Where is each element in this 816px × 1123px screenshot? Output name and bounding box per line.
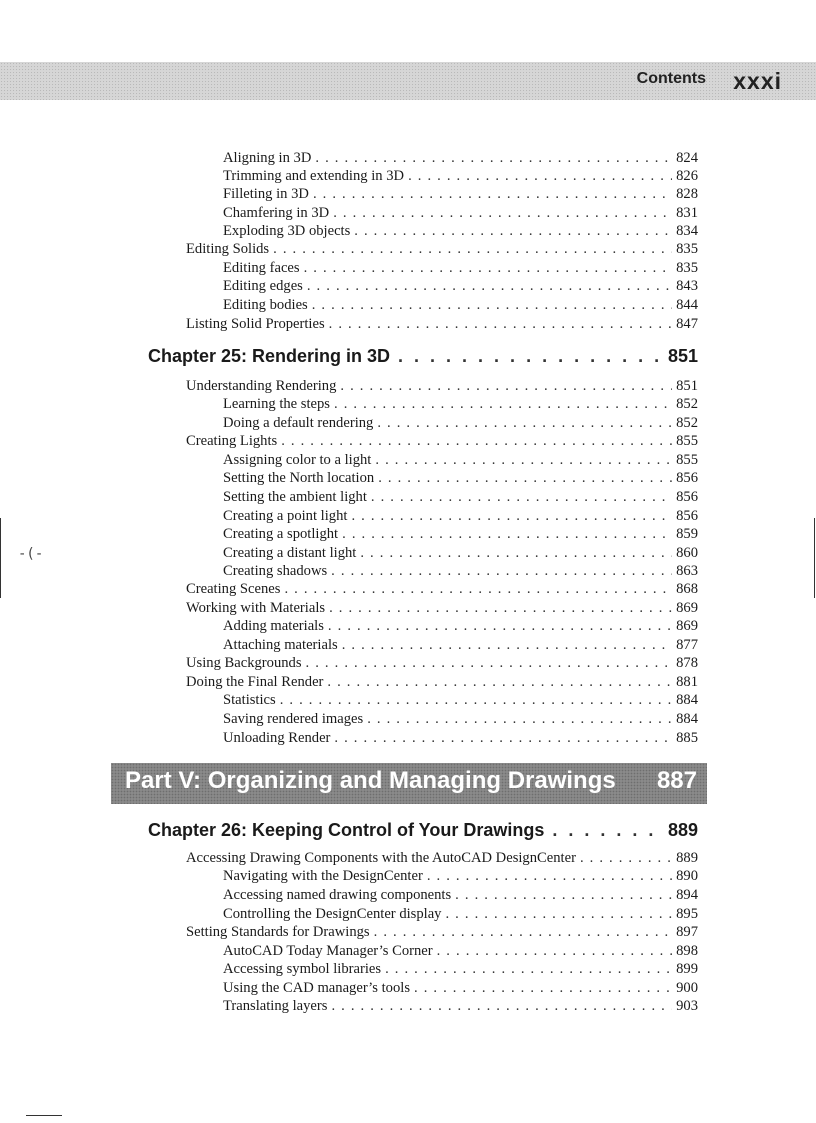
toc-entry[interactable]: [223, 868, 698, 885]
toc-entry-page: 863: [676, 563, 698, 579]
toc-entry-page: 884: [676, 692, 698, 708]
toc-entry[interactable]: [223, 205, 698, 222]
toc-entry-title: Doing a default rendering: [223, 415, 374, 431]
toc-entry-page: 826: [676, 168, 698, 184]
toc-entry-title: Creating a point light: [223, 508, 348, 524]
toc-leader-dots: [329, 600, 672, 617]
crop-mark-left: [0, 518, 1, 598]
toc-leader-dots: [367, 711, 672, 728]
toc-entry[interactable]: [186, 655, 698, 672]
toc-chapter-entry[interactable]: [148, 346, 698, 367]
toc-entry-title: Creating Lights: [186, 433, 278, 449]
toc-leader-dots: [280, 692, 672, 709]
toc-leader-dots: [351, 508, 672, 525]
toc-leader-dots: [377, 415, 672, 432]
toc-leader-dots: [328, 618, 672, 635]
toc-entry-title: Creating shadows: [223, 563, 328, 579]
toc-leader-dots: [331, 998, 672, 1015]
toc-leader-dots: [360, 545, 672, 562]
part-title: Part V: Organizing and Managing Drawings: [125, 767, 616, 794]
toc-entry-page: 897: [676, 924, 698, 940]
toc-leader-dots: [273, 241, 672, 258]
toc-entry-page: 856: [676, 508, 698, 524]
toc-entry[interactable]: [223, 452, 698, 469]
toc-entry-title: Saving rendered images: [223, 711, 364, 727]
toc-entry[interactable]: [223, 260, 698, 277]
toc-entry-page: 852: [676, 396, 698, 412]
toc-entry-page: 889: [667, 820, 698, 840]
toc-entry[interactable]: [223, 278, 698, 295]
toc-entry[interactable]: [223, 618, 698, 635]
toc-entry-title: Listing Solid Properties: [186, 316, 325, 332]
toc-entry-page: 869: [676, 618, 698, 634]
registration-mark-icon: -(-: [18, 546, 44, 562]
toc-entry[interactable]: [186, 924, 698, 941]
toc-entry[interactable]: [186, 433, 698, 450]
toc-entry[interactable]: [223, 489, 698, 506]
toc-entry-page: 834: [676, 223, 698, 239]
toc-leader-dots: [333, 205, 672, 222]
toc-leader-dots: [281, 433, 672, 450]
toc-entry-title: Editing edges: [223, 278, 303, 294]
toc-entry-title: Creating Scenes: [186, 581, 281, 597]
toc-entry[interactable]: [223, 711, 698, 728]
toc-leader-dots: [307, 278, 672, 295]
toc-entry-title: Accessing Drawing Components with the AutoCAD DesignCenter: [186, 850, 576, 866]
toc-entry[interactable]: [223, 526, 698, 543]
toc-entry[interactable]: [223, 186, 698, 203]
toc-entry[interactable]: [186, 850, 698, 867]
toc-entry[interactable]: [223, 508, 698, 525]
toc-entry-page: 860: [676, 545, 698, 561]
toc-entry-title: Setting Standards for Drawings: [186, 924, 370, 940]
toc-entry-title: Using Backgrounds: [186, 655, 302, 671]
toc-entry[interactable]: [223, 415, 698, 432]
toc-entry-title: Assigning color to a light: [223, 452, 372, 468]
toc-entry[interactable]: [223, 396, 698, 413]
toc-entry-page: 899: [676, 961, 698, 977]
toc-entry[interactable]: [223, 998, 698, 1015]
toc-entry[interactable]: [223, 906, 698, 923]
toc-entry-page: 885: [676, 730, 698, 746]
toc-entry-page: 855: [676, 433, 698, 449]
toc-entry-page: 895: [676, 906, 698, 922]
toc-leader-dots: [327, 674, 672, 691]
toc-leader-dots: [408, 168, 672, 185]
toc-entry[interactable]: [186, 316, 698, 333]
toc-entry-page: 868: [676, 581, 698, 597]
toc-entry-title: Controlling the DesignCenter display: [223, 906, 442, 922]
toc-entry-page: 844: [676, 297, 698, 313]
toc-entry-title: Setting the North location: [223, 470, 375, 486]
toc-leader-dots: [312, 297, 672, 314]
toc-entry-page: 869: [676, 600, 698, 616]
toc-entry-title: Editing bodies: [223, 297, 308, 313]
running-header: [0, 62, 816, 100]
toc-entry[interactable]: [223, 887, 698, 904]
toc-leader-dots: [334, 730, 672, 747]
toc-entry-title: Working with Materials: [186, 600, 326, 616]
toc-leader-dots: [375, 452, 672, 469]
toc-entry-page: 890: [676, 868, 698, 884]
toc-entry-title: Filleting in 3D: [223, 186, 309, 202]
crop-mark-bottom: [26, 1115, 62, 1116]
toc-entry-page: 859: [676, 526, 698, 542]
toc-entry-page: 851: [667, 346, 698, 366]
toc-entry-page: 889: [676, 850, 698, 866]
toc-entry-page: 852: [676, 415, 698, 431]
toc-entry-title: Statistics: [223, 692, 276, 708]
toc-entry-title: Attaching materials: [223, 637, 338, 653]
toc-entry-title: Editing faces: [223, 260, 300, 276]
toc-leader-dots: [329, 316, 672, 333]
toc-entry-page: 851: [676, 378, 698, 394]
toc-entry-page: 855: [676, 452, 698, 468]
toc-entry[interactable]: [223, 150, 698, 167]
toc-entry-page: 835: [676, 260, 698, 276]
toc-entry[interactable]: [223, 730, 698, 747]
toc-entry[interactable]: [223, 980, 698, 997]
toc-chapter-entry[interactable]: [148, 820, 698, 841]
toc-entry[interactable]: [223, 545, 698, 562]
toc-leader-dots: [284, 581, 672, 598]
toc-leader-dots: [313, 186, 672, 203]
toc-leader-dots: [342, 637, 672, 654]
toc-entry-page: 900: [676, 980, 698, 996]
crop-mark-right: [814, 518, 815, 598]
toc-entry-page: 856: [676, 470, 698, 486]
toc-entry-title: Accessing named drawing components: [223, 887, 452, 903]
toc-entry-page: 884: [676, 711, 698, 727]
toc-leader-dots: [342, 526, 672, 543]
toc-entry-title: Understanding Rendering: [186, 378, 337, 394]
toc-entry-title: Creating a distant light: [223, 545, 357, 561]
toc-entry-page: 881: [676, 674, 698, 690]
toc-entry-title: Chapter 26: Keeping Control of Your Drawings: [148, 820, 545, 840]
toc-entry-page: 894: [676, 887, 698, 903]
toc-leader-dots: [340, 378, 672, 395]
toc-entry-title: Chamfering in 3D: [223, 205, 330, 221]
toc-entry[interactable]: [223, 470, 698, 487]
toc-entry-title: Doing the Final Render: [186, 674, 324, 690]
toc-leader-dots: [455, 887, 672, 904]
toc-leader-dots: [445, 906, 672, 923]
toc-entry-title: Trimming and extending in 3D: [223, 168, 405, 184]
toc-entry[interactable]: [186, 581, 698, 598]
toc-entry-title: Learning the steps: [223, 396, 330, 412]
toc-leader-dots: [378, 470, 672, 487]
toc-entry-title: Adding materials: [223, 618, 324, 634]
toc-entry-title: Setting the ambient light: [223, 489, 367, 505]
toc-entry[interactable]: [223, 961, 698, 978]
header-section-label: Contents: [636, 70, 706, 87]
toc-entry[interactable]: [186, 674, 698, 691]
toc-leader-dots: [331, 563, 672, 580]
toc-entry[interactable]: [186, 241, 698, 258]
toc-entry-title: Editing Solids: [186, 241, 270, 257]
toc-leader-dots: [385, 961, 672, 978]
toc-entry-title: Creating a spotlight: [223, 526, 339, 542]
toc-entry-title: Chapter 25: Rendering in 3D: [148, 346, 391, 366]
toc-entry-title: Accessing symbol libraries: [223, 961, 382, 977]
toc-entry-title: AutoCAD Today Manager’s Corner: [223, 943, 433, 959]
toc-entry-title: Unloading Render: [223, 730, 331, 746]
toc-leader-dots: [580, 850, 672, 867]
toc-entry-title: Using the CAD manager’s tools: [223, 980, 410, 996]
toc-leader-dots: [427, 868, 672, 885]
toc-entry-page: 831: [676, 205, 698, 221]
toc-entry[interactable]: [223, 168, 698, 185]
toc-entry[interactable]: [223, 297, 698, 314]
header-page-number: xxxi: [733, 68, 782, 94]
toc-leader-dots: [306, 655, 673, 672]
toc-entry-title: Aligning in 3D: [223, 150, 312, 166]
toc-entry-page: 898: [676, 943, 698, 959]
toc-leader-dots: [398, 346, 660, 367]
toc-entry-page: 878: [676, 655, 698, 671]
toc-entry-page: 843: [676, 278, 698, 294]
toc-leader-dots: [354, 223, 672, 240]
toc-entry-page: 828: [676, 186, 698, 202]
toc-leader-dots: [552, 820, 660, 841]
toc-entry[interactable]: [223, 692, 698, 709]
toc-entry-title: Translating layers: [223, 998, 328, 1014]
toc-leader-dots: [414, 980, 672, 997]
toc-entry[interactable]: [223, 637, 698, 654]
toc-leader-dots: [371, 489, 672, 506]
part-page-number: 887: [656, 767, 697, 794]
toc-leader-dots: [374, 924, 672, 941]
toc-entry[interactable]: [223, 943, 698, 960]
toc-entry-page: 877: [676, 637, 698, 653]
part-banner: [111, 763, 707, 804]
toc-leader-dots: [437, 943, 673, 960]
toc-entry-page: 856: [676, 489, 698, 505]
toc-entry[interactable]: [186, 378, 698, 395]
toc-leader-dots: [315, 150, 672, 167]
toc-entry[interactable]: [223, 223, 698, 240]
toc-leader-dots: [334, 396, 672, 413]
toc-entry-page: 824: [676, 150, 698, 166]
toc-entry-page: 847: [676, 316, 698, 332]
toc-entry[interactable]: [223, 563, 698, 580]
toc-entry-page: 835: [676, 241, 698, 257]
toc-entry-title: Exploding 3D objects: [223, 223, 351, 239]
toc-entry-title: Navigating with the DesignCenter: [223, 868, 423, 884]
toc-leader-dots: [304, 260, 673, 277]
toc-entry[interactable]: [186, 600, 698, 617]
toc-entry-page: 903: [676, 998, 698, 1014]
